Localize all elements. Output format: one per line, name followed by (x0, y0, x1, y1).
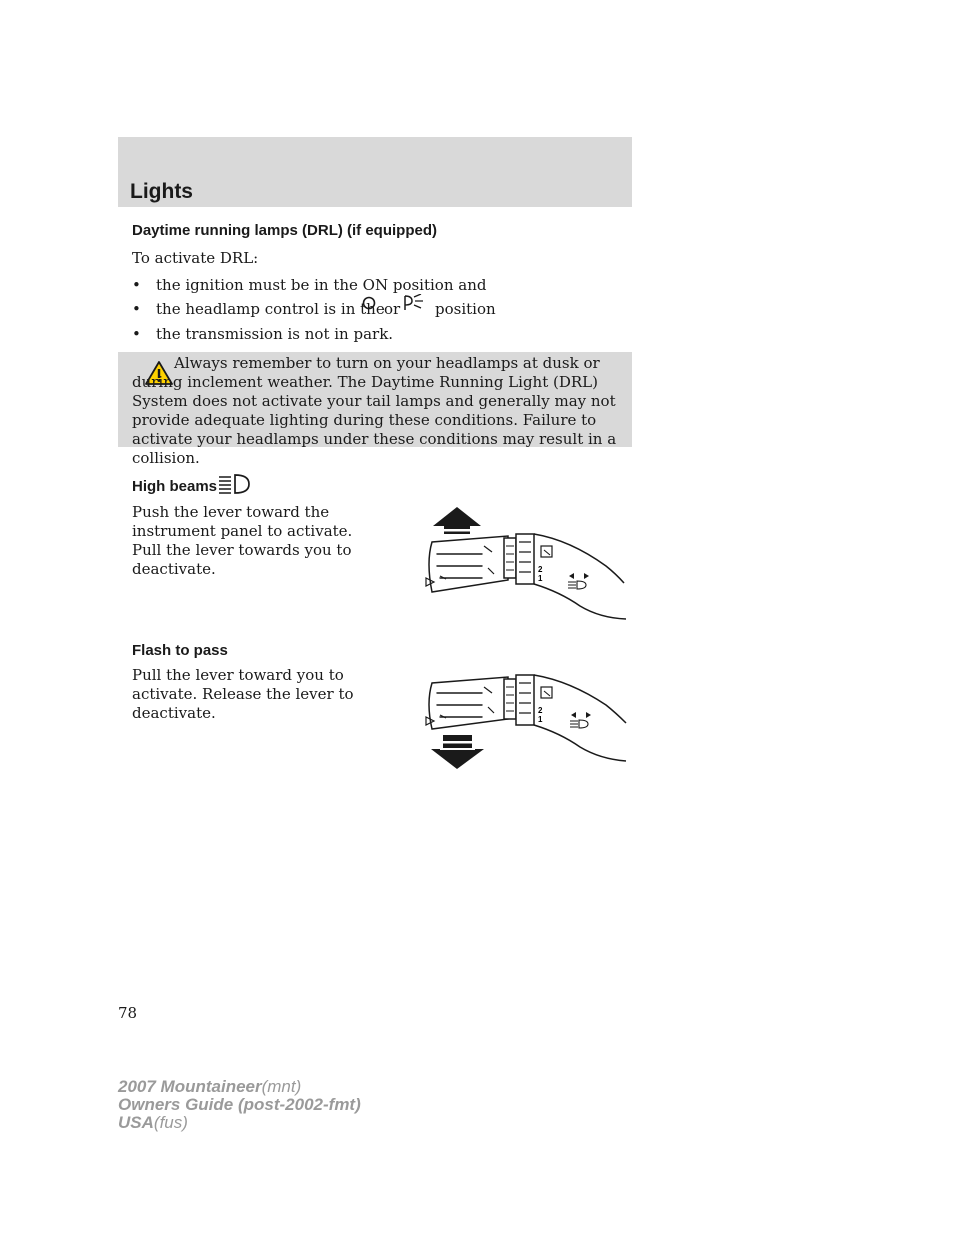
lever-label-2: 2 (538, 565, 543, 574)
flash-to-pass-heading: Flash to pass (132, 642, 228, 659)
headlamp-on-icon (402, 294, 424, 312)
page-number: 78 (118, 1004, 138, 1022)
section-header (118, 137, 632, 207)
warning-box (118, 352, 632, 467)
warning-text: Always remember to turn on your headlamps at dusk or during inclement weather. The Daytime Running Light (DRL) System does not activate your tail lamps and generally may not provide adequate lighting during these conditions. Failure to activate your headlamps under these conditions may result in a collision. (132, 354, 617, 467)
flash-to-pass-body: Pull the lever toward you to activate. Release the lever to deactivate. (132, 666, 354, 722)
lever-label-1: 1 (538, 574, 543, 583)
lever-label-2b: 2 (538, 706, 543, 715)
drl-bullet-2: • the headlamp control is in the (132, 300, 385, 318)
lever-pull-illustration (420, 665, 630, 775)
lever-push-illustration (420, 500, 630, 625)
drl-heading: Daytime running lamps (DRL) (if equipped) (132, 222, 438, 239)
lever-label-1b: 1 (538, 715, 543, 724)
parking-lamp-icon (361, 296, 377, 312)
drl-bullet-3: • the transmission is not in park. (132, 325, 394, 343)
section-title: Lights (130, 180, 193, 203)
drl-or-text: or (384, 300, 401, 318)
drl-position-text: position (435, 300, 496, 318)
high-beams-body: Push the lever toward the instrument panel to activate. Pull the lever towards you to deactivate. (132, 503, 353, 578)
high-beams-heading: High beams (132, 478, 218, 495)
drl-intro: To activate DRL: (132, 249, 259, 267)
document-footer: 2007 Mountaineer(mnt) Owners Guide (post-2002-fmt) USA(fus) (118, 1077, 361, 1132)
high-beam-icon (218, 473, 252, 495)
drl-bullet-1: • the ignition must be in the ON position and (132, 276, 487, 294)
